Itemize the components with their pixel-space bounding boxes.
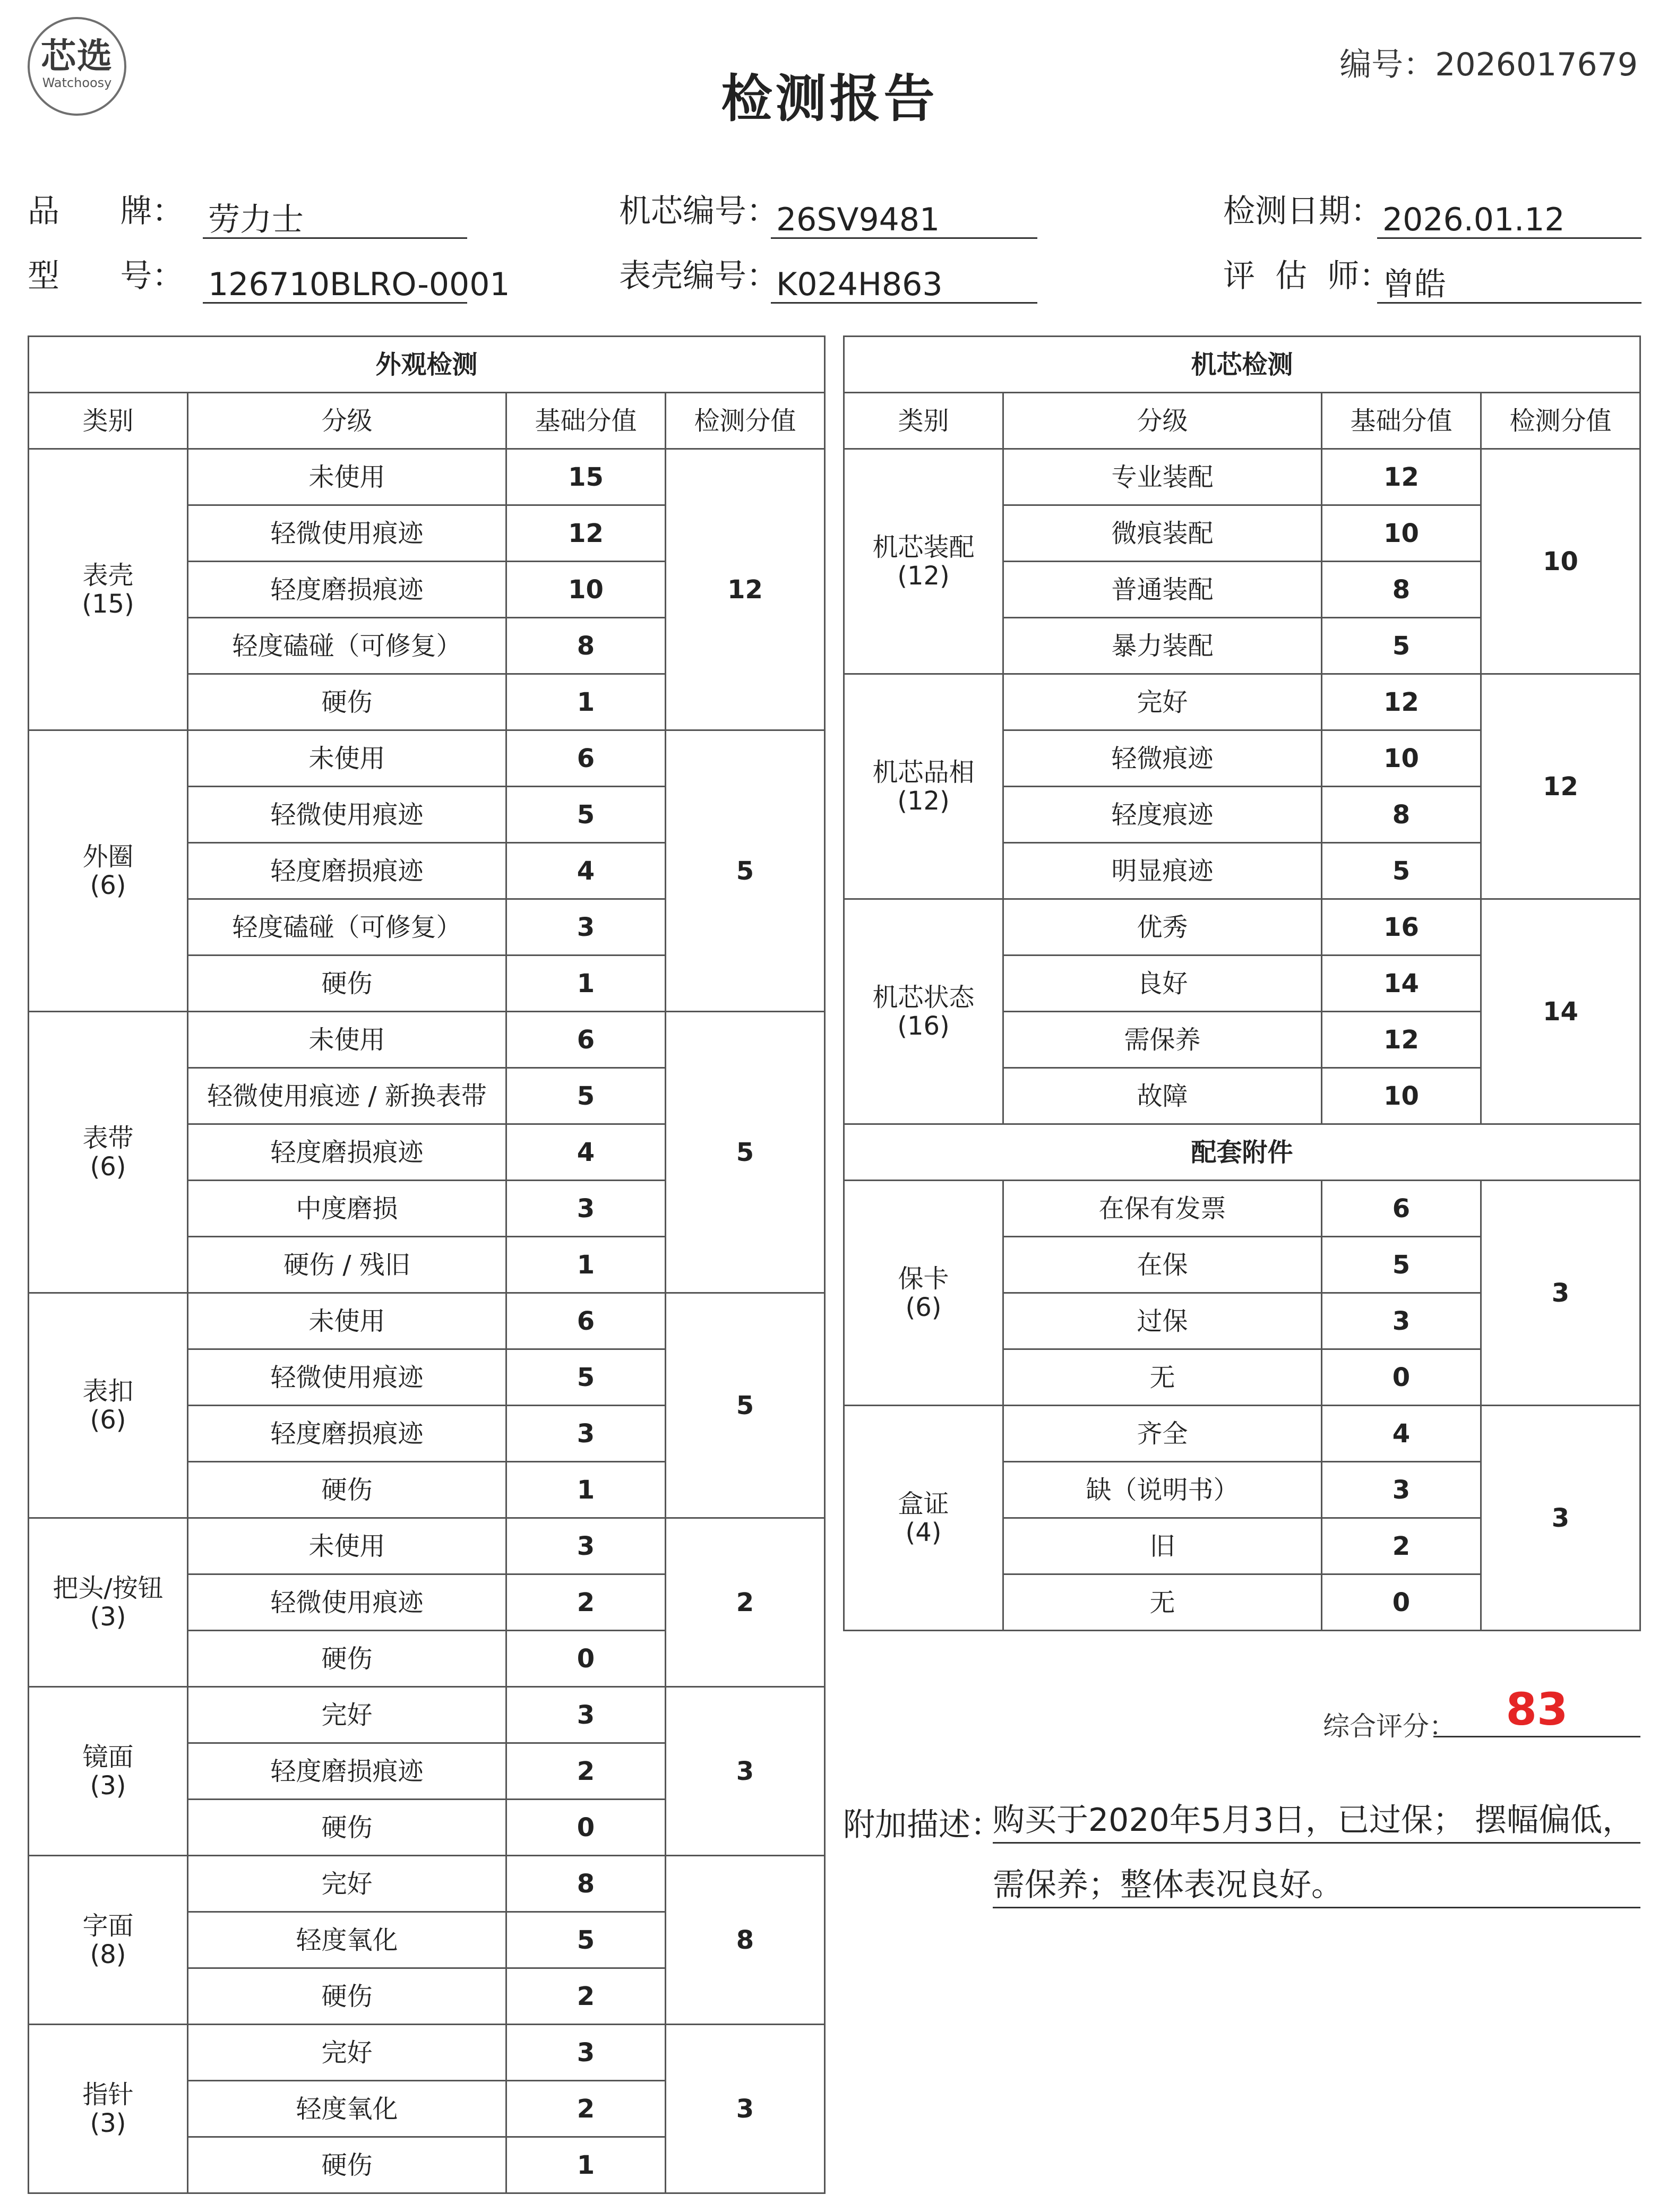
test-score-cell: 5 xyxy=(666,1012,825,1293)
appearance-inspection-table xyxy=(28,335,826,2194)
grade-cell: 轻度磕碰（可修复） xyxy=(188,618,506,674)
base-score-cell: 3 xyxy=(506,1406,666,1462)
base-score-cell: 2 xyxy=(506,1743,666,1800)
base-score-cell: 1 xyxy=(506,956,666,1012)
test-score-cell: 14 xyxy=(1481,899,1640,1124)
grade-cell: 轻度磨损痕迹 xyxy=(188,562,506,618)
base-score-cell: 8 xyxy=(506,1856,666,1912)
base-score-cell: 3 xyxy=(1322,1293,1481,1349)
category-max-score: (4) xyxy=(905,1517,942,1547)
model-field xyxy=(28,257,510,304)
category-cell xyxy=(844,899,1003,1124)
grade-cell: 轻微使用痕迹 / 新换表带 xyxy=(188,1068,506,1124)
category-name: 保卡 xyxy=(898,1263,949,1294)
model-label: 型 号： xyxy=(28,257,184,295)
grade-cell: 轻度磨损痕迹 xyxy=(188,1406,506,1462)
test-score-cell: 2 xyxy=(666,1518,825,1687)
category-name: 表扣 xyxy=(82,1376,134,1406)
category-name: 机芯装配 xyxy=(872,532,975,562)
model-value: 126710BLRO-0001 xyxy=(203,265,467,304)
table-row xyxy=(29,1687,825,1743)
grade-cell: 轻度磨损痕迹 xyxy=(188,1124,506,1181)
base-score-cell: 15 xyxy=(506,449,666,505)
test-score-cell: 3 xyxy=(666,1687,825,1856)
table-row xyxy=(844,1124,1640,1181)
grade-cell: 硬伤 xyxy=(188,956,506,1012)
base-score-cell: 3 xyxy=(506,1518,666,1574)
category-cell xyxy=(844,1181,1003,1406)
base-score-cell: 14 xyxy=(1322,956,1481,1012)
grade-cell: 硬伤 xyxy=(188,2137,506,2193)
brand-value: 劳力士 xyxy=(203,201,467,239)
grade-cell: 硬伤 xyxy=(188,1968,506,2025)
test-date-field xyxy=(1223,193,1643,239)
base-score-cell: 0 xyxy=(506,1631,666,1687)
category-name: 外圈 xyxy=(82,841,134,872)
category-cell xyxy=(29,2025,188,2193)
brand-label: 品 牌： xyxy=(28,193,184,230)
base-score-cell: 2 xyxy=(506,1968,666,2025)
grade-cell: 在保有发票 xyxy=(1003,1181,1322,1237)
base-score-cell: 0 xyxy=(1322,1574,1481,1631)
base-score-cell: 10 xyxy=(1322,1068,1481,1124)
grade-cell: 轻度氧化 xyxy=(188,2081,506,2137)
grade-cell: 轻度痕迹 xyxy=(1003,787,1322,843)
brand-field xyxy=(28,193,442,239)
base-score-cell: 8 xyxy=(1322,787,1481,843)
case-number-label: 表壳编号： xyxy=(619,257,778,295)
column-header: 检测分值 xyxy=(666,393,825,449)
grade-cell: 轻度磨损痕迹 xyxy=(188,843,506,899)
category-cell xyxy=(29,1293,188,1518)
grade-cell: 硬伤 / 残旧 xyxy=(188,1237,506,1293)
grade-cell: 未使用 xyxy=(188,1518,506,1574)
grade-cell: 中度磨损 xyxy=(188,1181,506,1237)
grade-cell: 故障 xyxy=(1003,1068,1322,1124)
grade-cell: 缺（说明书） xyxy=(1003,1462,1322,1518)
assessor-value: 曾皓 xyxy=(1377,265,1641,304)
base-score-cell: 0 xyxy=(506,1800,666,1856)
base-score-cell: 10 xyxy=(506,562,666,618)
movement-number-label: 机芯编号： xyxy=(619,193,778,230)
category-cell xyxy=(29,449,188,730)
grade-cell: 未使用 xyxy=(188,730,506,787)
base-score-cell: 4 xyxy=(506,843,666,899)
base-score-cell: 2 xyxy=(506,1574,666,1631)
grade-cell: 在保 xyxy=(1003,1237,1322,1293)
grade-cell: 轻微使用痕迹 xyxy=(188,505,506,562)
category-max-score: (3) xyxy=(90,2108,126,2138)
overall-score-value: 83 xyxy=(1433,1683,1640,1737)
grade-cell: 轻度氧化 xyxy=(188,1912,506,1968)
grade-cell: 未使用 xyxy=(188,1012,506,1068)
base-score-cell: 2 xyxy=(506,2081,666,2137)
grade-cell: 硬伤 xyxy=(188,1631,506,1687)
grade-cell: 未使用 xyxy=(188,1293,506,1349)
grade-cell: 完好 xyxy=(1003,674,1322,730)
base-score-cell: 5 xyxy=(506,1912,666,1968)
base-score-cell: 6 xyxy=(506,1012,666,1068)
base-score-cell: 12 xyxy=(1322,1012,1481,1068)
category-name: 盒证 xyxy=(898,1488,949,1519)
grade-cell: 完好 xyxy=(188,2025,506,2081)
grade-cell: 暴力装配 xyxy=(1003,618,1322,674)
base-score-cell: 1 xyxy=(506,674,666,730)
test-score-cell: 12 xyxy=(1481,674,1640,899)
grade-cell: 明显痕迹 xyxy=(1003,843,1322,899)
base-score-cell: 3 xyxy=(506,1181,666,1237)
table-row xyxy=(29,449,825,505)
category-cell xyxy=(29,1518,188,1687)
test-date-value: 2026.01.12 xyxy=(1377,201,1641,239)
base-score-cell: 2 xyxy=(1322,1518,1481,1574)
grade-cell: 轻度磨损痕迹 xyxy=(188,1743,506,1800)
grade-cell: 硬伤 xyxy=(188,1800,506,1856)
table-row xyxy=(29,2025,825,2081)
category-max-score: (6) xyxy=(90,1151,126,1182)
description-line-2: 需保养；整体表况良好。 xyxy=(993,1863,1640,1908)
grade-cell: 需保养 xyxy=(1003,1012,1322,1068)
case-number-value: K024H863 xyxy=(771,265,1037,304)
table-row xyxy=(844,899,1640,956)
category-cell xyxy=(29,1856,188,2025)
report-number: 编号：2026017679 xyxy=(1339,46,1638,83)
grade-cell: 优秀 xyxy=(1003,899,1322,956)
movement-section-title: 机芯检测 xyxy=(844,337,1640,393)
category-max-score: (3) xyxy=(90,1770,126,1801)
category-name: 镜面 xyxy=(82,1742,134,1772)
base-score-cell: 10 xyxy=(1322,505,1481,562)
base-score-cell: 5 xyxy=(506,1068,666,1124)
test-score-cell: 8 xyxy=(666,1856,825,2025)
category-max-score: (12) xyxy=(897,786,950,816)
base-score-cell: 5 xyxy=(506,787,666,843)
category-max-score: (6) xyxy=(90,870,126,900)
base-score-cell: 3 xyxy=(506,899,666,956)
category-name: 字面 xyxy=(82,1910,134,1941)
grade-cell: 齐全 xyxy=(1003,1406,1322,1462)
grade-cell: 过保 xyxy=(1003,1293,1322,1349)
table-row xyxy=(29,730,825,787)
case-number-field xyxy=(619,257,1038,304)
base-score-cell: 8 xyxy=(506,618,666,674)
base-score-cell: 12 xyxy=(1322,449,1481,505)
base-score-cell: 16 xyxy=(1322,899,1481,956)
category-max-score: (6) xyxy=(905,1292,942,1322)
category-cell xyxy=(29,730,188,1012)
movement-number-value: 26SV9481 xyxy=(771,201,1037,239)
test-score-cell: 10 xyxy=(1481,449,1640,674)
column-header: 分级 xyxy=(188,393,506,449)
grade-cell: 良好 xyxy=(1003,956,1322,1012)
category-cell xyxy=(844,674,1003,899)
grade-cell: 轻度磕碰（可修复） xyxy=(188,899,506,956)
table-row xyxy=(29,1293,825,1349)
base-score-cell: 0 xyxy=(1322,1349,1481,1406)
category-name: 机芯品相 xyxy=(872,757,975,787)
movement-number-field xyxy=(619,193,1038,239)
category-name: 表壳 xyxy=(82,560,134,590)
category-name: 指针 xyxy=(82,2079,134,2110)
test-score-cell: 12 xyxy=(666,449,825,730)
category-name: 表带 xyxy=(82,1123,134,1153)
category-max-score: (15) xyxy=(82,589,134,619)
table-row xyxy=(844,674,1640,730)
grade-cell: 无 xyxy=(1003,1574,1322,1631)
test-score-cell: 3 xyxy=(1481,1406,1640,1631)
category-max-score: (6) xyxy=(90,1405,126,1435)
table-row xyxy=(29,1012,825,1068)
table-row xyxy=(29,1856,825,1912)
category-cell xyxy=(29,1687,188,1856)
table-row xyxy=(844,449,1640,505)
base-score-cell: 4 xyxy=(1322,1406,1481,1462)
column-header: 类别 xyxy=(29,393,188,449)
category-cell xyxy=(844,1406,1003,1631)
category-max-score: (16) xyxy=(897,1011,950,1041)
test-score-cell: 3 xyxy=(1481,1181,1640,1406)
column-header: 检测分值 xyxy=(1481,393,1640,449)
overall-score-label: 综合评分： xyxy=(1323,1711,1456,1742)
base-score-cell: 1 xyxy=(506,2137,666,2193)
accessories-section-title: 配套附件 xyxy=(844,1124,1640,1181)
base-score-cell: 6 xyxy=(1322,1181,1481,1237)
test-score-cell: 3 xyxy=(666,2025,825,2193)
grade-cell: 轻微使用痕迹 xyxy=(188,1574,506,1631)
grade-cell: 微痕装配 xyxy=(1003,505,1322,562)
base-score-cell: 12 xyxy=(1322,674,1481,730)
table-row xyxy=(29,1518,825,1574)
grade-cell: 硬伤 xyxy=(188,1462,506,1518)
category-max-score: (3) xyxy=(90,1602,126,1632)
assessor-label: 评 估 师： xyxy=(1223,257,1391,295)
column-header: 基础分值 xyxy=(506,393,666,449)
base-score-cell: 3 xyxy=(506,1687,666,1743)
logo-text: 芯选 xyxy=(41,36,113,76)
category-cell xyxy=(29,1012,188,1293)
category-cell xyxy=(844,449,1003,674)
category-max-score: (12) xyxy=(897,561,950,591)
base-score-cell: 5 xyxy=(1322,1237,1481,1293)
column-header: 分级 xyxy=(1003,393,1322,449)
base-score-cell: 1 xyxy=(506,1237,666,1293)
description-label: 附加描述： xyxy=(843,1806,1002,1844)
base-score-cell: 5 xyxy=(506,1349,666,1406)
base-score-cell: 3 xyxy=(506,2025,666,2081)
base-score-cell: 6 xyxy=(506,1293,666,1349)
description-line-1: 购买于2020年5月3日，已过保； 摆幅偏低， xyxy=(993,1798,1640,1844)
base-score-cell: 1 xyxy=(506,1462,666,1518)
grade-cell: 专业装配 xyxy=(1003,449,1322,505)
assessor-field xyxy=(1223,257,1643,304)
test-date-label: 检测日期： xyxy=(1223,193,1382,230)
grade-cell: 旧 xyxy=(1003,1518,1322,1574)
table-row xyxy=(844,1181,1640,1237)
base-score-cell: 4 xyxy=(506,1124,666,1181)
base-score-cell: 10 xyxy=(1322,730,1481,787)
column-header: 基础分值 xyxy=(1322,393,1481,449)
page-title: 检测报告 xyxy=(721,69,938,128)
base-score-cell: 5 xyxy=(1322,843,1481,899)
grade-cell: 完好 xyxy=(188,1856,506,1912)
base-score-cell: 5 xyxy=(1322,618,1481,674)
test-score-cell: 5 xyxy=(666,1293,825,1518)
table-row xyxy=(844,1406,1640,1462)
base-score-cell: 8 xyxy=(1322,562,1481,618)
appearance-section-title: 外观检测 xyxy=(29,337,825,393)
grade-cell: 轻微痕迹 xyxy=(1003,730,1322,787)
grade-cell: 普通装配 xyxy=(1003,562,1322,618)
base-score-cell: 6 xyxy=(506,730,666,787)
grade-cell: 无 xyxy=(1003,1349,1322,1406)
grade-cell: 未使用 xyxy=(188,449,506,505)
base-score-cell: 12 xyxy=(506,505,666,562)
grade-cell: 轻微使用痕迹 xyxy=(188,787,506,843)
category-name: 机芯状态 xyxy=(872,982,975,1012)
grade-cell: 轻微使用痕迹 xyxy=(188,1349,506,1406)
logo-subtext: Watchoosy xyxy=(42,75,112,90)
test-score-cell: 5 xyxy=(666,730,825,1012)
grade-cell: 完好 xyxy=(188,1687,506,1743)
base-score-cell: 3 xyxy=(1322,1462,1481,1518)
movement-inspection-table xyxy=(843,335,1641,1631)
grade-cell: 硬伤 xyxy=(188,674,506,730)
category-max-score: (8) xyxy=(90,1939,126,1969)
column-header: 类别 xyxy=(844,393,1003,449)
category-name: 把头/按钮 xyxy=(53,1573,164,1603)
